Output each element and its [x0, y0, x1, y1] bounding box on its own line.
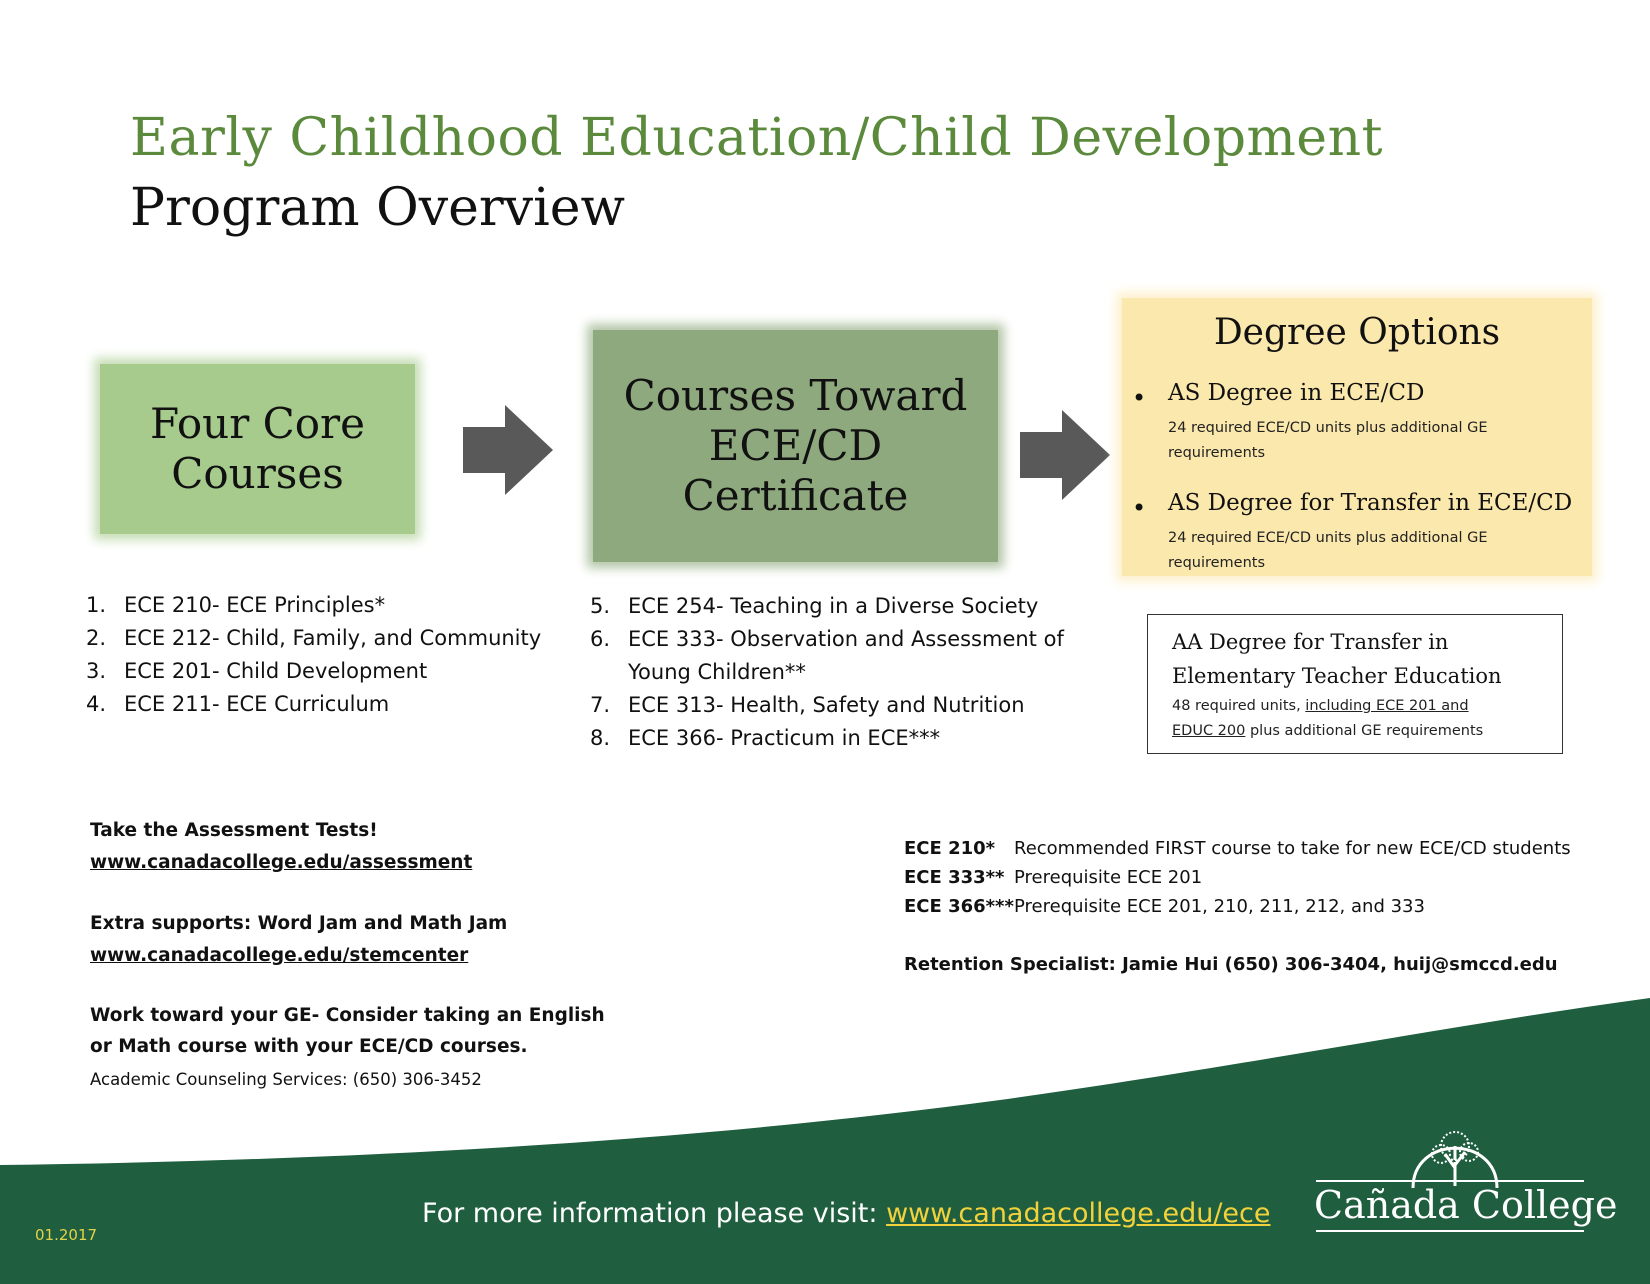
degree-option-desc: 24 required ECE/CD units plus additional GE requirements: [1168, 530, 1488, 571]
degree-option-name: AS Degree for Transfer in ECE/CD: [1168, 490, 1573, 516]
list-item: [590, 623, 1064, 656]
logo-rule: [1316, 1230, 1584, 1232]
page-subtitle: Program Overview: [130, 178, 626, 238]
degree-option-name: AS Degree in ECE/CD: [1168, 380, 1425, 406]
list-item: [590, 722, 1064, 755]
list-item: [86, 655, 541, 688]
bullet-icon: •: [1132, 494, 1147, 522]
footer-link[interactable]: www.canadacollege.edu/ece: [886, 1198, 1271, 1229]
college-logo-text: Cañada College: [1314, 1183, 1618, 1227]
aa-desc-text: 48 required units,: [1172, 698, 1306, 714]
list-number: 1.: [86, 593, 107, 617]
cert-box-line: ECE/CD: [708, 421, 883, 470]
course-text: ECE 212- Child, Family, and Community: [124, 626, 542, 650]
list-item: [86, 622, 541, 655]
list-item-continuation: [590, 656, 1064, 689]
course-text: ECE 210- ECE Principles*: [124, 593, 386, 617]
footer-text: For more information please visit:: [422, 1198, 887, 1229]
ge-advice: Work toward your GE- Consider taking an English: [90, 1005, 605, 1026]
arrow-right-icon: [1020, 410, 1110, 500]
ge-advice: or Math course with your ECE/CD courses.: [90, 1036, 528, 1057]
page-title: Early Childhood Education/Child Development: [130, 108, 1383, 168]
footer-info: [422, 1198, 1271, 1229]
stemcenter-link[interactable]: www.canadacollege.edu/stemcenter: [90, 945, 469, 966]
logo-rule: [1316, 1180, 1584, 1182]
core-box-line: Four Core: [150, 399, 365, 448]
aa-degree-desc: [1172, 694, 1552, 744]
list-number: 8.: [590, 726, 611, 750]
list-item: [590, 590, 1064, 623]
course-text: ECE 201- Child Development: [124, 659, 428, 683]
list-item: [86, 589, 541, 622]
counseling-info: Academic Counseling Services: (650) 306-3452: [90, 1070, 482, 1089]
bullet-icon: •: [1132, 384, 1147, 412]
list-item: [86, 688, 541, 721]
note-code: ECE 366***: [904, 896, 1014, 917]
aa-title-line: AA Degree for Transfer in: [1172, 630, 1449, 654]
cert-box-line: Certificate: [682, 471, 909, 520]
assessment-link[interactable]: www.canadacollege.edu/assessment: [90, 852, 473, 873]
aa-desc-underlined: including ECE 201 and: [1305, 698, 1469, 714]
arrow-right-icon: [463, 405, 553, 495]
retention-specialist: Retention Specialist: Jamie Hui (650) 306-3404, huij@smccd.edu: [904, 954, 1558, 975]
core-course-list: [86, 589, 541, 721]
tree-logo-icon: [1405, 1110, 1505, 1190]
list-number: 5.: [590, 594, 611, 618]
list-number: 6.: [590, 627, 611, 651]
degree-options-title: Degree Options: [1213, 312, 1501, 353]
core-courses-box: [100, 364, 415, 534]
certificate-course-list: [590, 590, 1064, 755]
cert-box-line: Courses Toward: [623, 371, 968, 420]
list-item: [590, 689, 1064, 722]
assessment-heading: Take the Assessment Tests!: [90, 820, 378, 841]
course-text: ECE 366- Practicum in ECE***: [628, 726, 941, 750]
list-number: 7.: [590, 693, 611, 717]
list-number: 3.: [86, 659, 107, 683]
degree-option-desc: 24 required ECE/CD units plus additional GE requirements: [1168, 420, 1488, 461]
list-number: 2.: [86, 626, 107, 650]
document-date: 01.2017: [35, 1226, 98, 1244]
note-text: Recommended FIRST course to take for new ECE/CD students: [1014, 838, 1571, 859]
degree-options-box: [1122, 298, 1592, 576]
course-text: ECE 333- Observation and Assessment of: [628, 627, 1064, 651]
note-code: ECE 333**: [904, 867, 1005, 888]
course-text: Young Children**: [628, 660, 806, 684]
certificate-courses-box: [593, 330, 998, 562]
supports-heading: Extra supports: Word Jam and Math Jam: [90, 913, 508, 934]
course-text: ECE 313- Health, Safety and Nutrition: [628, 693, 1025, 717]
aa-desc-underlined: EDUC 200: [1172, 723, 1246, 739]
aa-degree-box: [1147, 614, 1563, 754]
note-text: Prerequisite ECE 201, 210, 211, 212, and 333: [1014, 896, 1425, 917]
aa-degree-title: [1172, 625, 1562, 693]
list-number: 4.: [86, 692, 107, 716]
core-box-line: Courses: [171, 449, 344, 498]
footer-wave: [0, 990, 1650, 1284]
course-text: ECE 254- Teaching in a Diverse Society: [628, 594, 1039, 618]
aa-title-line: Elementary Teacher Education: [1172, 664, 1502, 688]
aa-desc-text: plus additional GE requirements: [1245, 723, 1484, 739]
note-text: Prerequisite ECE 201: [1014, 867, 1203, 888]
course-text: ECE 211- ECE Curriculum: [124, 692, 390, 716]
note-code: ECE 210*: [904, 838, 996, 859]
